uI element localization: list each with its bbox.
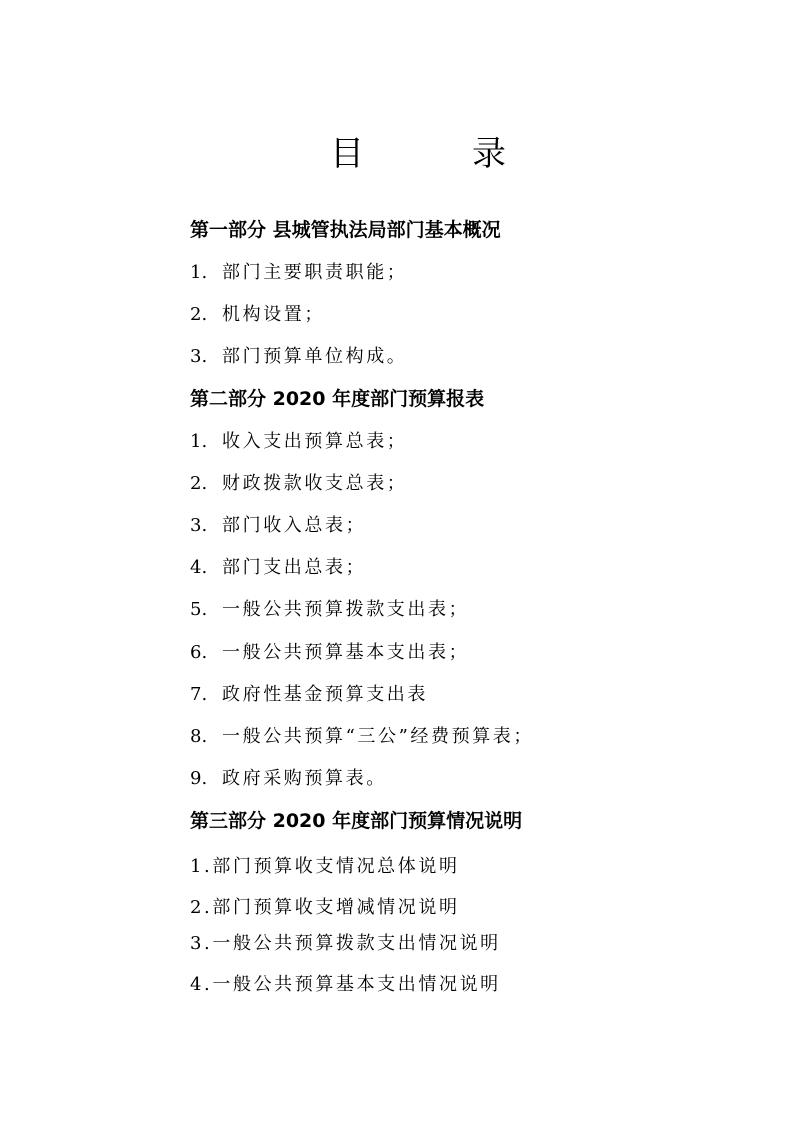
- toc-item: [190, 555, 366, 581]
- item-number: 7.: [190, 684, 208, 705]
- item-number: 3.: [190, 515, 208, 536]
- item-text: 收入支出预算总表；: [222, 431, 408, 452]
- item-number: 1.: [190, 262, 208, 283]
- toc-item: 1.部门预算收支情况总体说明: [190, 856, 460, 877]
- item-number: 2.: [190, 304, 208, 325]
- item-text: 财政拨款收支总表；: [222, 473, 408, 494]
- item-number: 8.: [190, 726, 208, 747]
- toc-item: 2.部门预算收支增减情况说明: [190, 897, 460, 918]
- item-text: 一般公共预算“三公”经费预算表；: [222, 726, 535, 747]
- part2-heading: 第二部分 2020 年度部门预算报表: [190, 388, 485, 410]
- toc-item: [190, 724, 534, 750]
- item-text: 部门预算单位构成。: [222, 346, 408, 367]
- toc-title: [0, 132, 793, 176]
- item-text: 政府采购预算表。: [222, 768, 387, 789]
- item-number: 5.: [190, 599, 208, 620]
- item-number: 3.: [190, 346, 208, 367]
- item-text: 部门支出总表；: [222, 557, 367, 578]
- toc-item: [190, 344, 407, 370]
- toc-item: [190, 302, 325, 328]
- toc-item: 4.一般公共预算基本支出情况说明: [190, 974, 501, 995]
- toc-item: [190, 471, 407, 497]
- item-number: 2.: [190, 473, 208, 494]
- item-number: 6.: [190, 642, 208, 663]
- item-number: 1.: [190, 431, 208, 452]
- title-char-1: 目: [330, 134, 364, 174]
- toc-item: [190, 513, 366, 539]
- title-char-2: 录: [472, 134, 506, 174]
- item-text: 部门收入总表；: [222, 515, 367, 536]
- item-number: 9.: [190, 768, 208, 789]
- item-text: 机构设置；: [222, 304, 325, 325]
- toc-item: [190, 429, 407, 455]
- item-text: 一般公共预算拨款支出表；: [222, 599, 470, 620]
- toc-item: [190, 640, 469, 666]
- toc-item: [190, 766, 387, 792]
- part1-heading: 第一部分 县城管执法局部门基本概况: [190, 219, 501, 241]
- item-text: 政府性基金预算支出表: [222, 684, 428, 705]
- item-text: 部门主要职责职能；: [222, 262, 408, 283]
- item-number: 4.: [190, 557, 208, 578]
- toc-item: [190, 597, 469, 623]
- toc-item: [190, 260, 407, 286]
- part3-heading: 第三部分 2020 年度部门预算情况说明: [190, 810, 523, 832]
- item-text: 一般公共预算基本支出表；: [222, 642, 470, 663]
- toc-item: [190, 682, 428, 708]
- toc-item: 3.一般公共预算拨款支出情况说明: [190, 933, 501, 954]
